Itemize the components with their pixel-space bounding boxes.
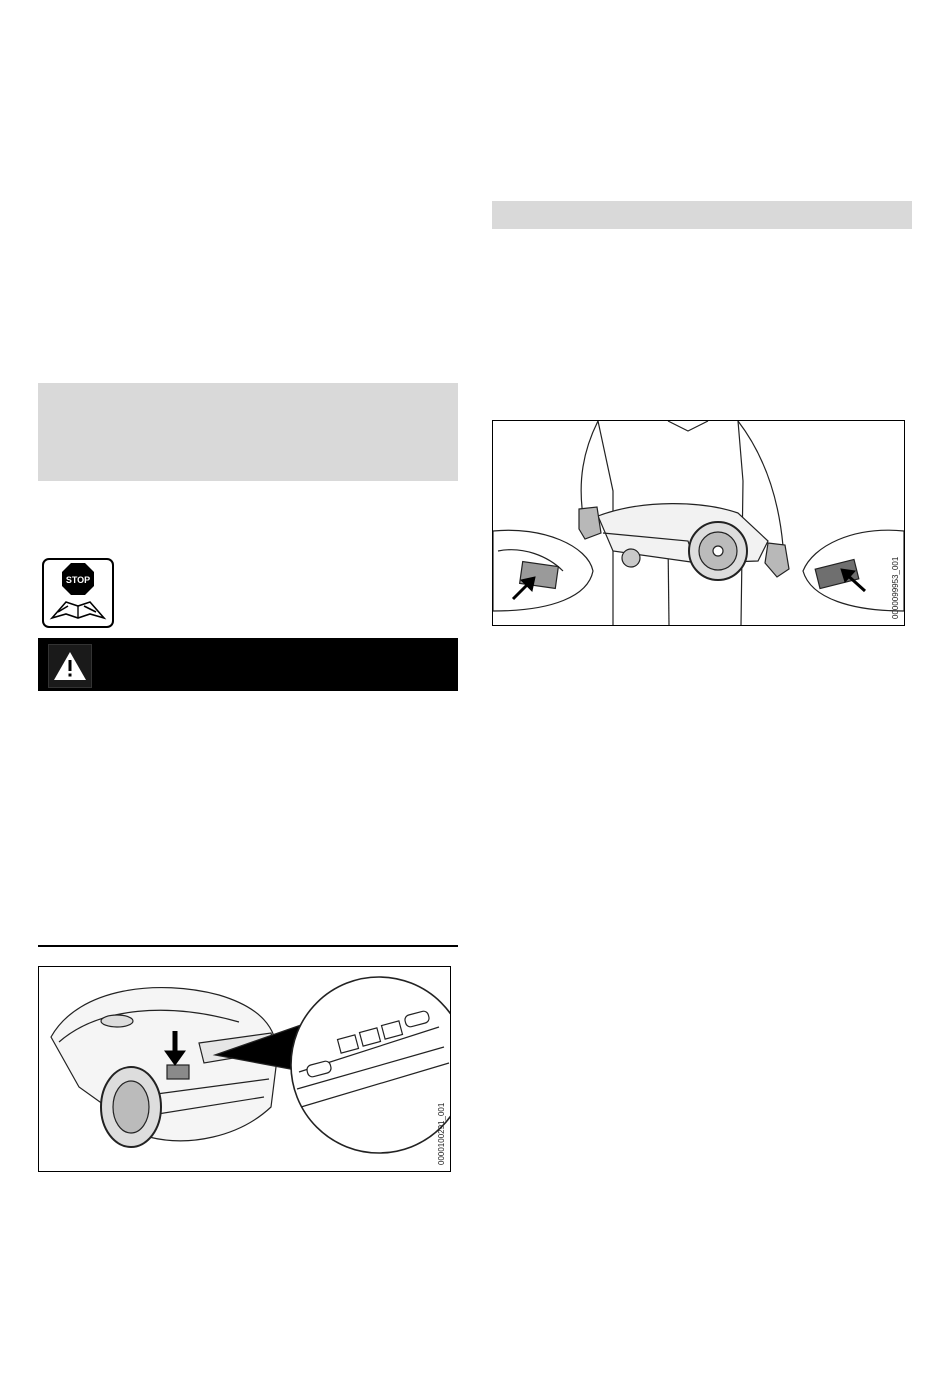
figure-id-label: 0000099953_001 — [891, 556, 900, 619]
stop-sign-text: STOP — [65, 575, 91, 585]
display-panel-illustration — [39, 967, 450, 1171]
figure-id-label: 0000100291_001 — [437, 1102, 446, 1165]
warning-bar — [38, 638, 458, 691]
section-rule — [38, 945, 458, 947]
lift-mower-illustration — [493, 421, 904, 625]
figure-display-panel — [38, 966, 451, 1172]
stop-read-manual-icon — [42, 558, 114, 628]
stop-manual-pictogram — [44, 560, 112, 626]
section-heading-band-right — [492, 201, 912, 229]
note-band-left — [38, 383, 458, 481]
warning-icon-box — [48, 644, 92, 688]
figure-lift-mower — [492, 420, 905, 626]
warning-triangle-icon — [49, 645, 91, 687]
